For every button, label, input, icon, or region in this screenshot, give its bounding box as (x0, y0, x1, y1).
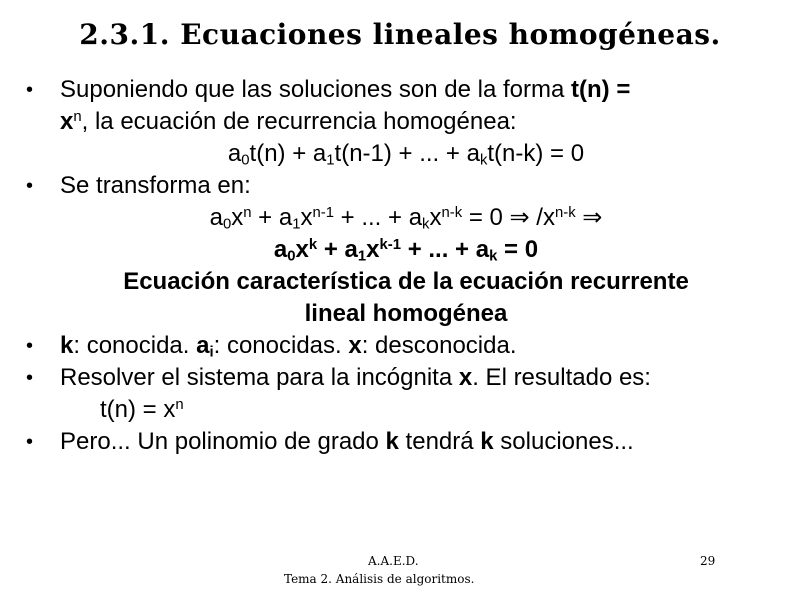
item5-k1: k (385, 428, 399, 455)
eq3-mid1: + a (317, 236, 358, 263)
item4-x: x (458, 364, 473, 391)
footer-course: A.A.E.D. (368, 554, 419, 568)
item4-result-text: t(n) = x (100, 396, 176, 423)
eq3-subk: k (489, 248, 498, 265)
eq1-part0: t(n) + a (249, 140, 327, 167)
item3-k: k (60, 332, 74, 359)
bullet-item-4 (26, 362, 786, 394)
eq3-exp2: k-1 (379, 236, 402, 253)
eq3-x1: x (295, 236, 309, 263)
bullet-item-1 (26, 74, 786, 138)
item3-text3: : desconocida. (361, 332, 517, 359)
item1-form-n: n (73, 108, 82, 125)
eq2-exp1: n (243, 204, 252, 221)
bullet-icon: • (26, 79, 34, 101)
slide-footer (0, 550, 800, 594)
bullet-icon: • (26, 367, 34, 389)
eq2-mid4: ⇒ (575, 204, 603, 231)
item5-k2: k (480, 428, 494, 455)
equation-caption-line-1: Ecuación característica de la ecuación recurrente (123, 268, 689, 295)
slide-body (26, 74, 786, 458)
slide-title: 2.3.1. Ecuaciones lineales homogéneas. (79, 18, 721, 51)
eq2-a0: a (209, 204, 223, 231)
bullet-icon: • (26, 175, 34, 197)
eq3-mid2: + ... + a (401, 236, 490, 263)
equation-caption-line-2: lineal homogénea (304, 300, 508, 327)
eq2-exp2: n-1 (312, 204, 334, 221)
item5-text2: tendrá (398, 428, 481, 455)
eq3-sub1: 1 (357, 248, 367, 265)
eq1-a0: a (227, 140, 242, 167)
eq2-subk: k (422, 216, 430, 233)
item3-x: x (348, 332, 362, 359)
eq3-exp1: k (308, 236, 318, 253)
eq3-mid3: = 0 (497, 236, 539, 263)
equation-transformed (26, 202, 786, 234)
eq2-sub0: 0 (222, 216, 232, 233)
item5-text1: Pero... Un polinomio de grado (60, 428, 386, 455)
eq1-part2: t(n-k) = 0 (487, 140, 585, 167)
item3-sub-i: i (209, 344, 214, 361)
eq2-x2: x (300, 204, 313, 231)
item1-form-t: t(n) = (571, 76, 631, 103)
eq1-sub1: 1 (326, 152, 335, 169)
item4-result-exp: n (175, 396, 184, 413)
item1-lead: Suponiendo que las soluciones son de la forma (60, 76, 572, 103)
item1-form-x: x (60, 108, 74, 135)
item4-text2: . El resultado es: (472, 364, 651, 391)
eq2-sub1: 1 (292, 216, 301, 233)
eq2-exp3: n-k (441, 204, 463, 221)
eq3-a0: a (273, 236, 288, 263)
bullet-item-2 (26, 170, 786, 202)
item3-text1: : conocida. (73, 332, 197, 359)
eq1-part1: t(n-1) + ... + a (334, 140, 480, 167)
bullet-item-5 (26, 426, 786, 458)
item3-a: a (196, 332, 210, 359)
page-number: 29 (700, 554, 716, 568)
eq2-mid3: = 0 ⇒ /x (462, 204, 555, 231)
eq1-sub0: 0 (241, 152, 250, 169)
bullet-icon: • (26, 431, 34, 453)
item4-result (26, 394, 786, 426)
item2-text: Se transforma en: (60, 172, 251, 199)
bullet-icon: • (26, 335, 34, 357)
eq3-x2: x (366, 236, 380, 263)
eq2-x1: x (231, 204, 244, 231)
bullet-item-3 (26, 330, 786, 362)
eq2-mid1: + a (251, 204, 293, 231)
item5-text3: soluciones... (493, 428, 634, 455)
eq2-x3: x (429, 204, 442, 231)
eq2-exp4: n-k (554, 204, 576, 221)
eq3-sub0: 0 (287, 248, 296, 265)
item3-text2: : conocidas. (213, 332, 349, 359)
eq2-mid2: + ... + a (333, 204, 423, 231)
equation-recurrence (26, 138, 786, 170)
item4-text1: Resolver el sistema para la incógnita (60, 364, 459, 391)
equation-characteristic (26, 234, 786, 266)
footer-topic: Tema 2. Análisis de algoritmos. (284, 572, 475, 586)
eq1-subk: k (479, 152, 488, 169)
item1-rest: , la ecuación de recurrencia homogénea: (81, 108, 517, 135)
